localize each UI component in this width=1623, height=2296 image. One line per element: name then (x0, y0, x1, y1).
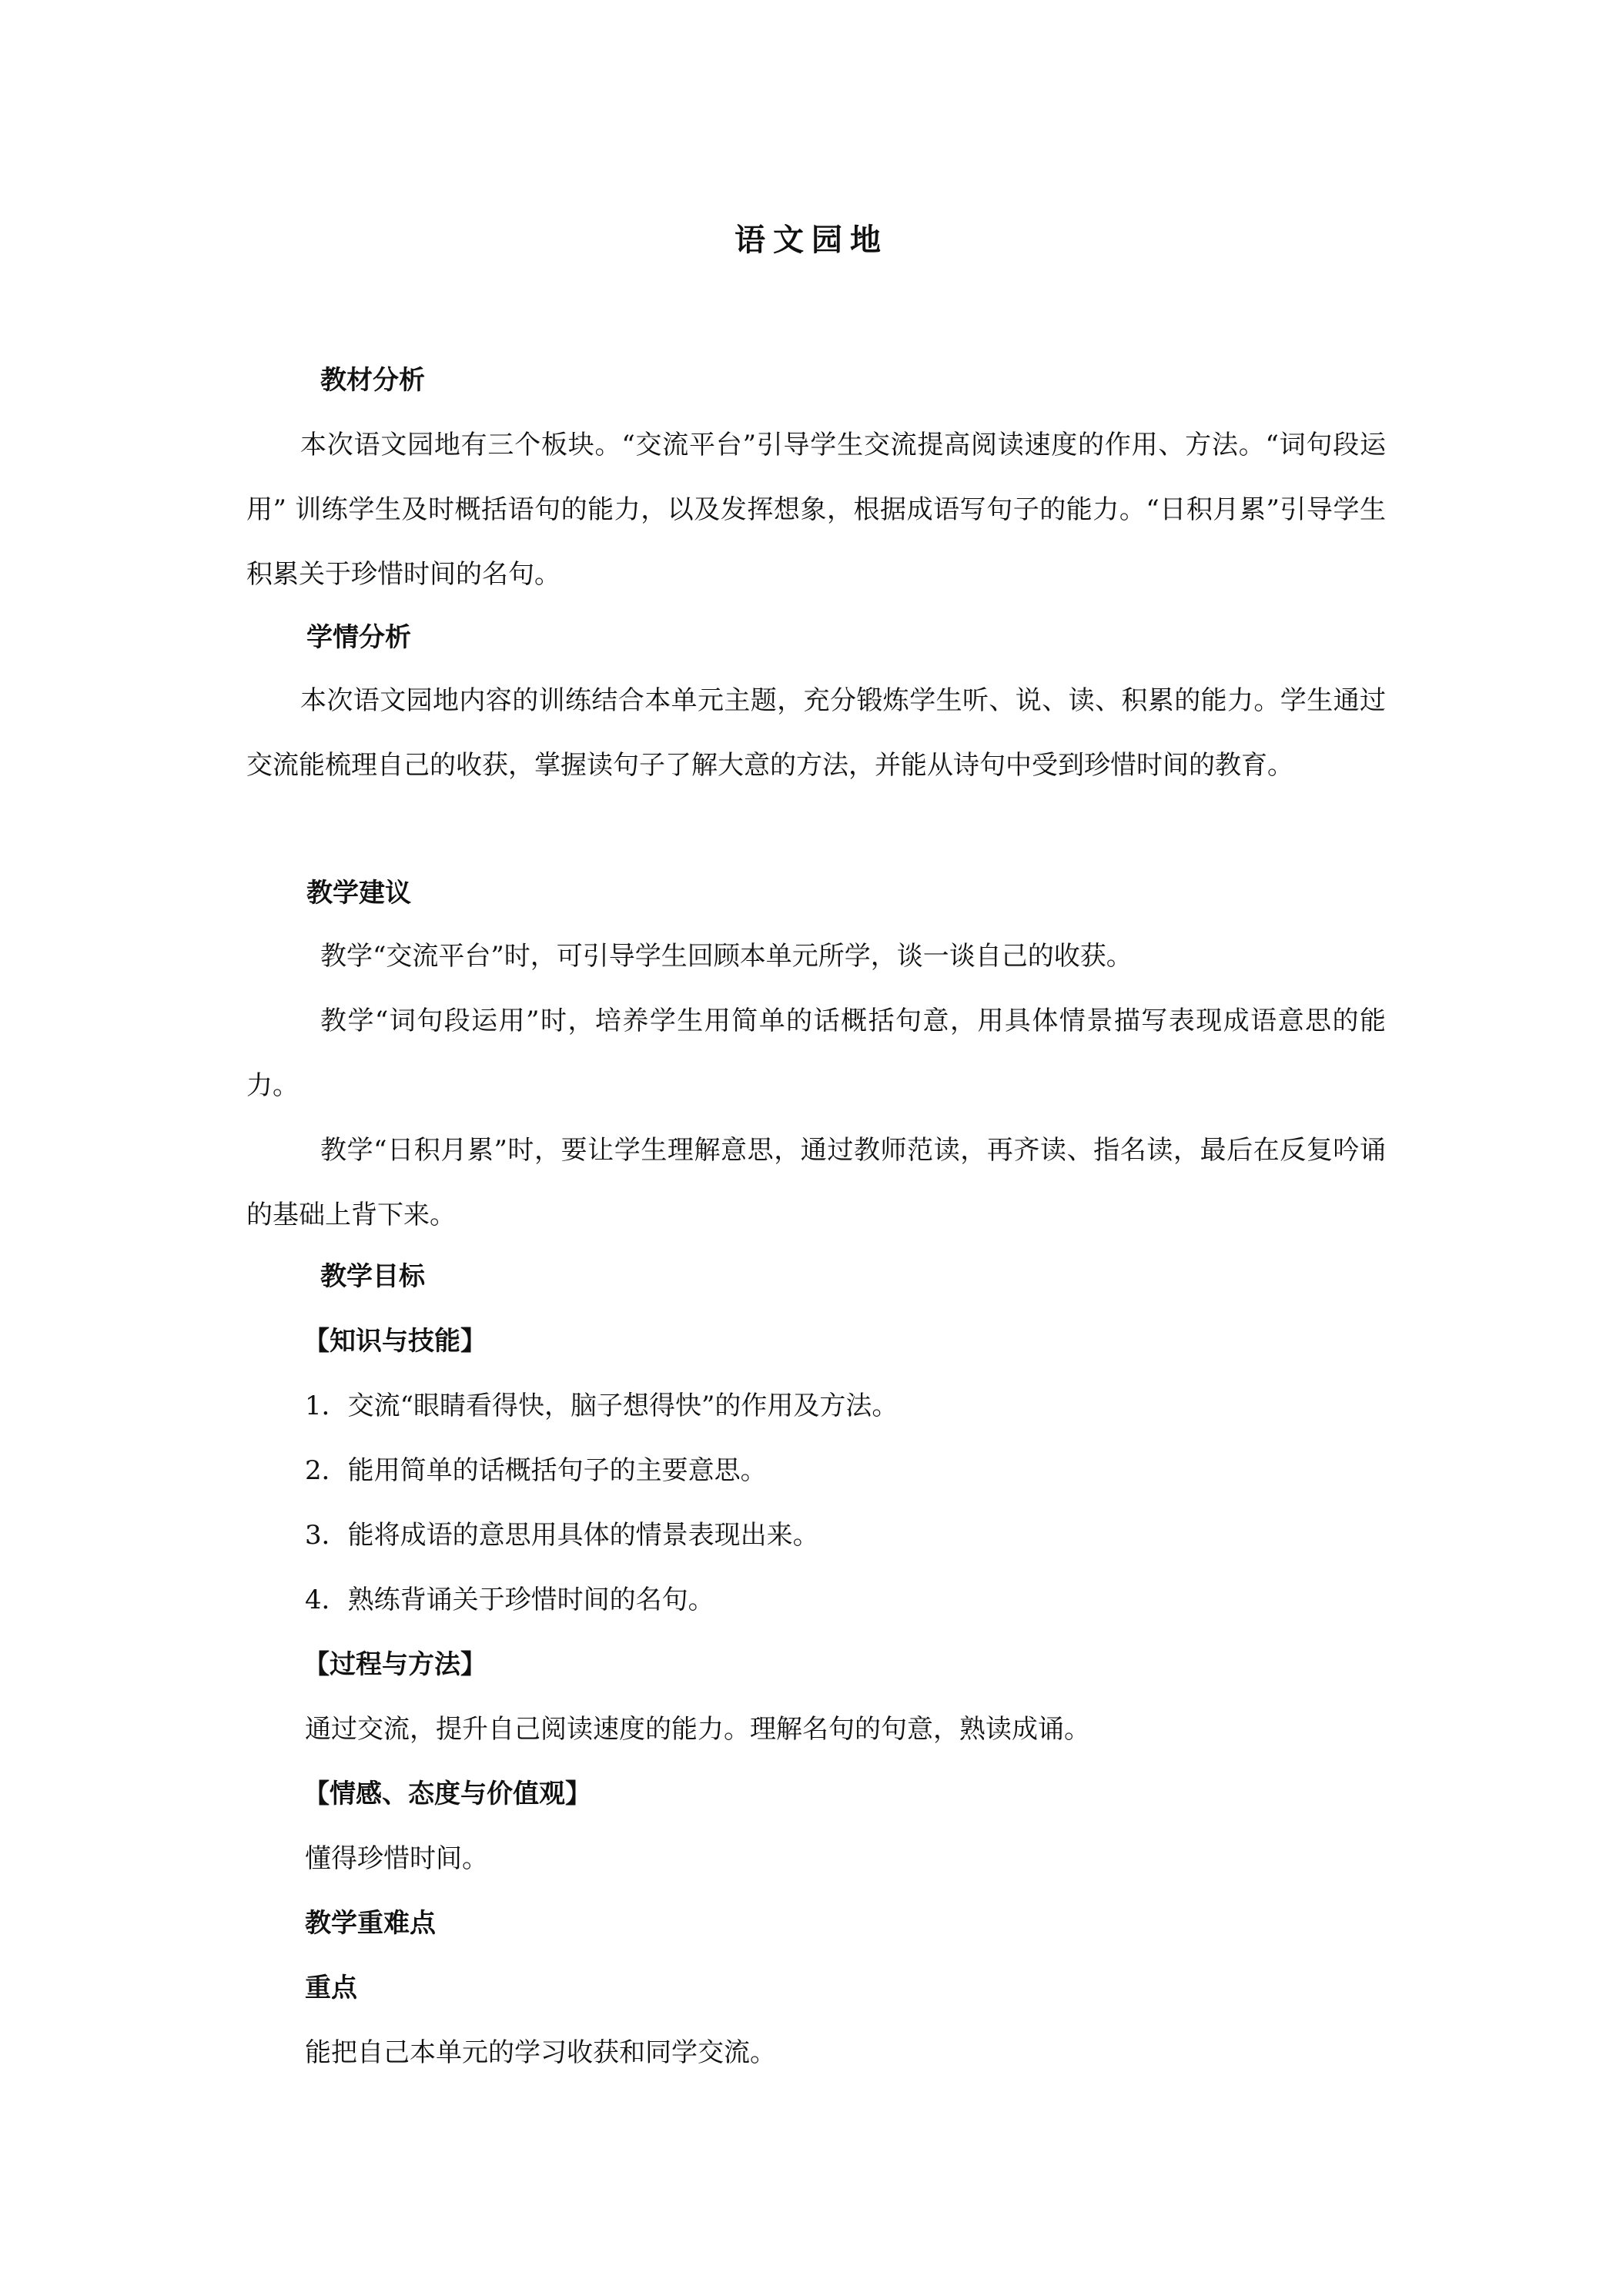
suggestion-paragraph-1: 教学“交流平台”时，可引导学生回顾本单元所学，谈一谈自己的收获。 (320, 941, 1133, 972)
focus-heading: 重点 (305, 1973, 357, 2003)
goal-item-3: 3．能将成语的意思用具体的情景表现出来。 (305, 1520, 819, 1551)
emotion-values-text: 懂得珍惜时间。 (305, 1843, 488, 1874)
goals-heading: 教学目标 (320, 1261, 425, 1292)
process-method-text: 通过交流，提升自己阅读速度的能力。理解名句的句意，熟读成诵。 (305, 1714, 1090, 1745)
page-title: 语文园地 (735, 223, 888, 258)
suggestion-paragraph-3: 教学“日积月累”时，要让学生理解意思，通过教师范读，再齐读、指名读，最后在反复吟诵的基础上背下来。 (246, 1135, 1386, 1230)
students-heading: 学情分析 (306, 622, 411, 653)
materials-heading: 教材分析 (320, 365, 425, 396)
materials-paragraph: 本次语文园地有三个板块。“交流平台”引导学生交流提高阅读速度的作用、方法。“词句段运用” 训练学生及时概括语句的能力，以及发挥想象，根据成语写句子的能力。“日积月累”引导学生积累关于珍惜时间的名句。 (246, 430, 1386, 590)
process-method-heading: 【过程与方法】 (303, 1649, 487, 1680)
goal-item-1: 1．交流“眼睛看得快，脑子想得快”的作用及方法。 (305, 1391, 899, 1421)
knowledge-skills-heading: 【知识与技能】 (303, 1326, 487, 1357)
suggestions-heading: 教学建议 (306, 878, 411, 909)
goal-item-4: 4．熟练背诵关于珍惜时间的名句。 (305, 1585, 714, 1615)
suggestion-paragraph-2: 教学“词句段运用”时，培养学生用简单的话概括句意，用具体情景描写表现成语意思的能力。 (246, 1006, 1386, 1101)
emotion-values-heading: 【情感、态度与价值观】 (303, 1779, 591, 1809)
students-paragraph: 本次语文园地内容的训练结合本单元主题，充分锻炼学生听、说、读、积累的能力。学生通过交流能梳理自己的收获，掌握读句子了解大意的方法，并能从诗句中受到珍惜时间的教育。 (246, 685, 1386, 781)
focus-text: 能把自己本单元的学习收获和同学交流。 (305, 2037, 776, 2068)
key-points-heading: 教学重难点 (305, 1908, 436, 1939)
goal-item-2: 2．能用简单的话概括句子的主要意思。 (305, 1455, 767, 1486)
